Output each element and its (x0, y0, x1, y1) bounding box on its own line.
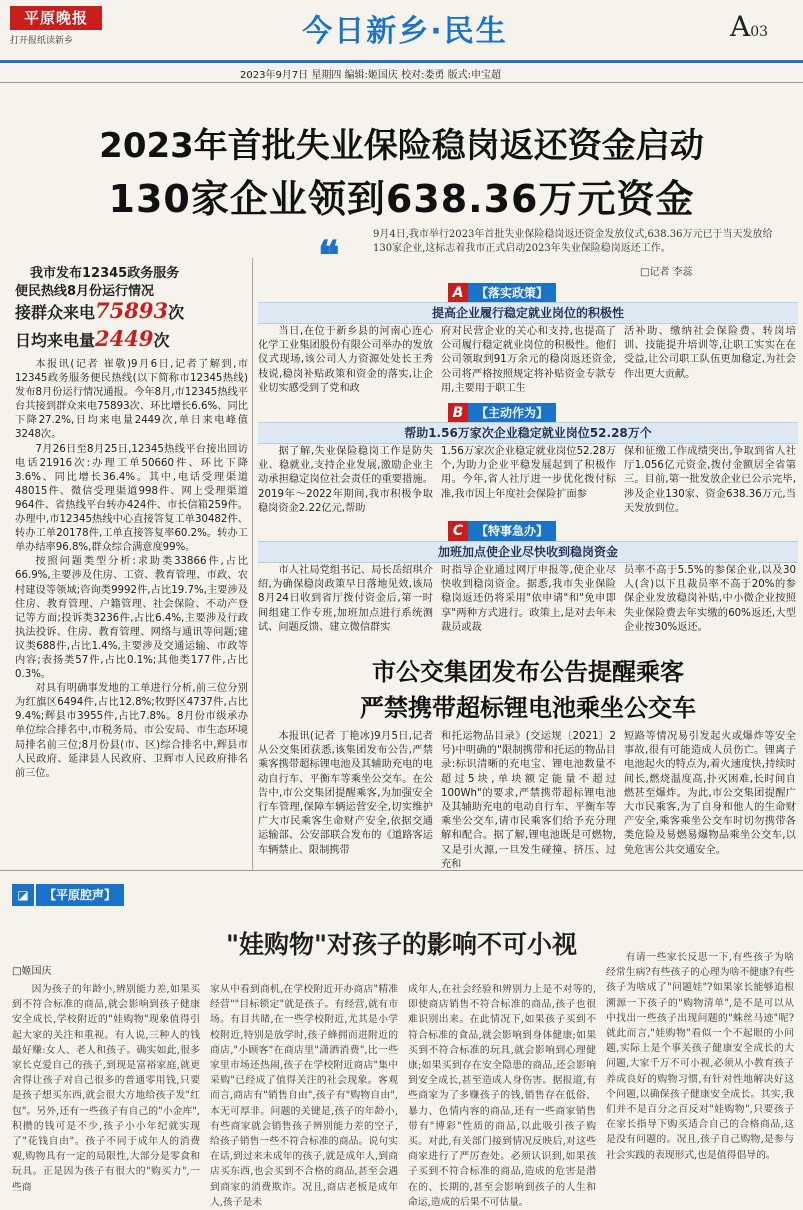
bus-col1 (258, 730, 433, 858)
opinion-author: □姬国庆 (12, 966, 52, 977)
section-c-col2 (441, 564, 616, 635)
opinion-text-2: 家从中看到商机,在学校附近开办商店"精准经营""目标锁定"就是孩子。有经营,就有市场。有目共睹,在一些学校附近,尤其是小学校附近,特别是放学时,孩子蜂拥而进附近的商店,"小顾客"在商店里"潇洒消费",比一些家里市场还热闹,孩子在学校附近商店"集中采购"已经成了值得关注的社会现象。客观而言,商店有"销售自由",孩子有"购物自由",本无可厚非。问题的关键是,孩子的年龄小,有些商家就会销售孩子辨别能力差的空子,给孩子销售一些不符合标准的商品。说句实在话,到过来未成年的孩子,就是成年人,到商店买东西,也会买到不合格的商品,甚至会遇到商家的消费欺诈。况且,商店老板是成年人,孩子是未 (210, 984, 398, 1208)
opinion-tag (12, 884, 124, 906)
article-paragraph: 对具有明确事发地的工单进行分析,前三位分别为红旗区6494件,占比12.8%;牧野区4737件,占比9.4%;辉县市3955件,占比7.8%。8月份市级承办单位综合排名中,市税务局、市公安局、市生态环境局排名前三位;8月份县(市、区)综合排名中,辉县市人民政府、延津县人民政府、卫辉市人民政府排名前三位。 (15, 683, 248, 779)
section-a-col3 (624, 325, 796, 382)
main-headline-line2: 130家企业领到638.36万元资金 (108, 177, 695, 221)
section-a-text-3: 活补助、缴纳社会保险费、转岗培训、技能提升培训等,让职工实实在在受益,让公司职工队伍更加稳定,为社会作出更大贡献。 (624, 326, 796, 380)
bus-text-1: 本报讯(记者 丁艳冰)9月5日,记者从公交集团获悉,该集团发布公告,严禁乘客携带超标锂电池及其辅助充电的电动自行车、平衡车等乘坐公交车。在公告中,市公交集团提醒乘客,为加强安全行车管理,保障车辆运营安全,切实维护广大市民乘客生命财产安全,依据交通运输部、公安部联合发布的《道路客运车辆禁止、限制携带 (258, 731, 433, 856)
daily-suffix: 次 (153, 331, 170, 350)
calls-suffix: 次 (168, 303, 185, 322)
section-a-col2 (441, 325, 616, 396)
section-a-tag (448, 283, 556, 303)
opinion-text-3: 成年人,在社会经验和辨别力上是不对等的,即使商店销售不符合标准的商品,孩子也很难识别出来。在此情况下,如果孩子买到不符合标准的食品,就会影响到身体健康;如果买到不符合标准的玩具,就会影响到心理健康;如果买到存在安全隐患的商品,还会影响到安全成长,甚至造成人身伤害。据报道,有些商家为了多赚孩子的钱,销售存在低俗、暴力、色情内容的商品,还有一些商家销售带有"博彩"性质的商品,以此吸引孩子购买。对此,有关部门接到情况反映后,对这些商家进行了严厉查处。必须认识到,如果孩子买到不符合标准的商品,造成的危害是潜在的、长期的,甚至会影响到孩子的人生和命运,造成的后果不可估量。 (408, 984, 596, 1208)
calls-number: 75893 (95, 298, 169, 323)
section-letter: A (448, 283, 468, 303)
article-paragraph: 7月26日至8月25日,12345热线平台接出回访电话21916次:办理工单50660件、环比下降3.6%、同比增长36.4%。其中,电话受理渠道48015件、微信受理渠道998件、网上受理渠道964件、省热线平台转办424件、市长信箱259件。办理中,市12345热线中心直接答复工单30482件、转办工单20178件,工单直接答复率60.2%。转办工单办结率96.8%,群众综合满意度99%。 (15, 443, 248, 554)
section-c-col1 (258, 564, 433, 635)
section-divider (0, 870, 803, 871)
bus-text-2: 和托运物品目录》(交运规〔2021〕2号)中明确的"限制携带和托运的物品目录:标识清晰的充电宝、锂电池数量不超过5块,单块额定能量不超过100Wh"的要求,严禁携带超标锂电池及其辅助充电的电动自行车、平衡车等乘坐公交车,请市民乘客们给予充分理解和配合。据了解,锂电池既是可燃物,又是引火源,一旦发生碰撞、挤压、过充和 (441, 731, 616, 870)
section-b-text-1: 据了解,失业保险稳岗工作是防失业、稳就业,支持企业发展,激励企业主动承担稳定岗位社会责任的重要措施。2019年～2022年期间,我市积极争取稳岗资金2.22亿元,帮助 (258, 446, 433, 514)
section-label: 【落实政策】 (468, 283, 556, 303)
section-c-subhead: 加班加点使企业尽快收到稳岗资金 (258, 541, 798, 563)
section-a-subhead: 提高企业履行稳定就业岗位的积极性 (258, 302, 798, 324)
calls-prefix: 接群众来电 (15, 303, 96, 322)
section-b-tag (448, 403, 556, 423)
hotline-title-line2: 便民热线8月份运行情况 (15, 284, 155, 299)
section-b-col2 (441, 445, 616, 502)
section-c-col3 (624, 564, 796, 635)
section-c-text-3: 员率不高于5.5%的参保企业,以及30人(含)以下且裁员率不高于20%的参保企业发放稳岗补贴,中小微企业按照失业保险费去年实缴的60%返还,大型企业按30%返还。 (624, 565, 796, 633)
section-b-col3 (624, 445, 796, 516)
main-headline-line1: 2023年首批失业保险稳岗返还资金启动 (99, 126, 704, 166)
quote-icon: ❝ (318, 232, 340, 279)
section-label: 【特事急办】 (468, 521, 556, 541)
lead-credit: □记者 李蕊 (640, 267, 693, 278)
logo-slogan: 打开报纸读新乡 (10, 36, 74, 46)
section-b-text-2: 1.56万家次企业稳定就业岗位52.28万个,为助力企业平稳发展起到了积极作用。今年,省人社厅进一步优化拨付标准,我市因上年度社会保险扩面参 (441, 446, 616, 500)
hotline-article-body (15, 358, 248, 781)
opinion-col2 (210, 982, 398, 1208)
article-paragraph: 本报讯(记者 崔敬)9月6日,记者了解到,市12345政务服务便民热线(以下简称市12345热线)发布8月份运行情况通报。今年8月,市12345热线平台共接到群众来电75893次、环比增长6.6%、同比下降27.2%,日均来电量2449次,单日来电峰值3248次。 (15, 359, 248, 441)
speech-bubble-icon: ◪ (12, 884, 34, 906)
section-title: 今日新乡·民生 (302, 14, 508, 49)
opinion-col1 (12, 982, 200, 1198)
section-c-tag (448, 521, 556, 541)
section-b-text-3: 保和征缴工作成绩突出,争取到省人社厅1.056亿元资金,拨付金额居全省第三。目前,第一批发放企业已公示完毕,涉及企业130家、资金638.36万元,当天发放到位。 (624, 446, 796, 514)
hotline-calls-headline (15, 298, 184, 323)
section-c-text-1: 市人社局党组书记、局长岳绍琪介绍,为确保稳岗政策早日落地见效,该局8月24日收到省厅拨付资金后,第一时间组建工作专班,加班加点进行系统测试、问题反馈、建立微信群实 (258, 565, 433, 633)
page-digits: 03 (750, 24, 769, 40)
hotline-daily-headline (15, 326, 169, 351)
article-paragraph: 按照问题类型分析:求助类33866件,占比66.9%,主要涉及住房、工资、教育管理、市政、农村建设等领域;咨询类9992件,占比19.7%,主要涉及住房、教育管理、户籍管理、社会保险、不动产登记等方面;投诉类3236件,占比6.4%,主要涉及行政执法投诉、住房、教育管理、网络与通讯等问题;建议类688件,占比1.4%,主要涉及交通运输、市政等内容;表扬类57件,占比0.1%;其他类177件,占比0.3%。 (15, 556, 248, 681)
masthead-rule (0, 60, 803, 63)
page-number (730, 10, 768, 43)
bus-headline-line1: 市公交集团发布公告提醒乘客 (372, 658, 684, 686)
opinion-col4 (606, 950, 794, 1198)
dateline-rule (0, 82, 803, 83)
section-a-text-1: 当日,在位于新乡县的河南心连心化学工业集团股份有限公司举办的发放仪式现场,该公司人力资源处处长王秀枝说,稳岗补贴政策和资金的落实,让企业切实感受到了党和政 (258, 326, 433, 394)
newspaper-logo: 平原晚报 (10, 6, 102, 30)
section-letter: B (448, 403, 468, 423)
page-letter: A (730, 10, 751, 43)
column-divider (252, 258, 253, 870)
section-c-text-2: 时指导企业通过网厅申报等,使企业尽快收到稳岗资金。据悉,我市失业保险稳岗返还仍将采用"依申请"和"免申即享"两种方式进行。政策上,是对去年未裁员或裁 (441, 565, 616, 633)
dateline: 2023年9月7日 星期四 编辑:姬国庆 校对:娄勇 版式:申宝超 (240, 70, 501, 81)
bus-text-3: 短路等情况易引发起火或爆炸等安全事故,很有可能造成人员伤亡。锂离子电池起火的特点为,着火速度快,持续时间长,燃烧温度高,扑灭困难,长时间自燃甚至爆炸。为此,市公交集团提醒广大市民乘客,为了自身和他人的生命财产安全,乘客乘坐公交车时切勿携带各类危险及易燃易爆物品乘坐公交车,以免危害公共交通安全。 (624, 731, 796, 856)
lead-paragraph: 9月4日,我市举行2023年首批失业保险稳岗返还资金发放仪式,638.36万元已于当天发放给130家企业,这标志着我市正式启动2023年失业保险稳岗返还工作。 (373, 229, 773, 254)
bus-headline-line2: 严禁携带超标锂电池乘坐公交车 (360, 694, 696, 722)
opinion-text-4: 有请一些家长反思一下,有些孩子为啥经常生病?有些孩子的心理为啥不健康?有些孩子为啥成了"问题娃"?如果家长能够追根溯源一下孩子的"购物清单",是不是可以从中找出一些孩子出现问题的"蛛丝马迹"呢?就此而言,"娃购物"看似一个不起眼的小问题,实际上是个事关孩子健康安全成长的大问题,大家千万不可小视,必须从小教育孩子养成良好的购物习惯,有针对性地解决好这个问题,以确保孩子健康安全成长。其实,我们并不是百分之百反对"娃购物",只要孩子在家长指导下购买适合自己的合格商品,这是没有问题的。况且,孩子自己购物,是参与社会实践的表现形式,也是值得倡导的。 (606, 952, 794, 1161)
bus-col3 (624, 730, 796, 858)
section-a-col1 (258, 325, 433, 396)
section-a-text-2: 府对民营企业的关心和支持,也提高了公司履行稳定就业岗位的积极性。他们公司领取到91万余元的稳岗返还资金,公司将严格按照规定将补贴资金专款专用,主要用于职工生 (441, 326, 616, 394)
section-letter: C (448, 521, 468, 541)
hotline-title-line1: 我市发布12345政务服务 (30, 266, 180, 281)
section-b-col1 (258, 445, 433, 516)
daily-prefix: 日均来电量 (15, 331, 96, 350)
bus-col2 (441, 730, 616, 872)
section-b-subhead: 帮助1.56万家次企业稳定就业岗位52.28万个 (258, 422, 798, 444)
daily-number: 2449 (95, 326, 154, 351)
opinion-headline: "娃购物"对孩子的影响不可小视 (225, 930, 578, 959)
opinion-col3 (408, 982, 596, 1208)
section-label: 【主动作为】 (468, 403, 556, 423)
opinion-label: 【平原腔声】 (36, 884, 124, 906)
opinion-text-1: 因为孩子的年龄小,辨别能力差,如果买到不符合标准的商品,就会影响到孩子健康安全成长,学校附近的"娃购物"现象值得引起大家的关注和重视。有人说,三种人的钱最好赚:女人、老人和孩子。确实如此,很多家长克爱自己的孩子,到现是富裕家庭,就更舍得让孩子对自己很多的普通零用钱,只要是孩子想买东西,就会很大方地给孩子发"红包"。另外,还有一些孩子有自己的"小金库",积攒的钱可是不少,孩子小小年纪就实现了"花钱自由"。孩子不同于成年人的消费观,购物具有一定的局限性,大部分是零食和玩具。正是因为孩子有很大的"购买力",一些商 (12, 984, 200, 1193)
